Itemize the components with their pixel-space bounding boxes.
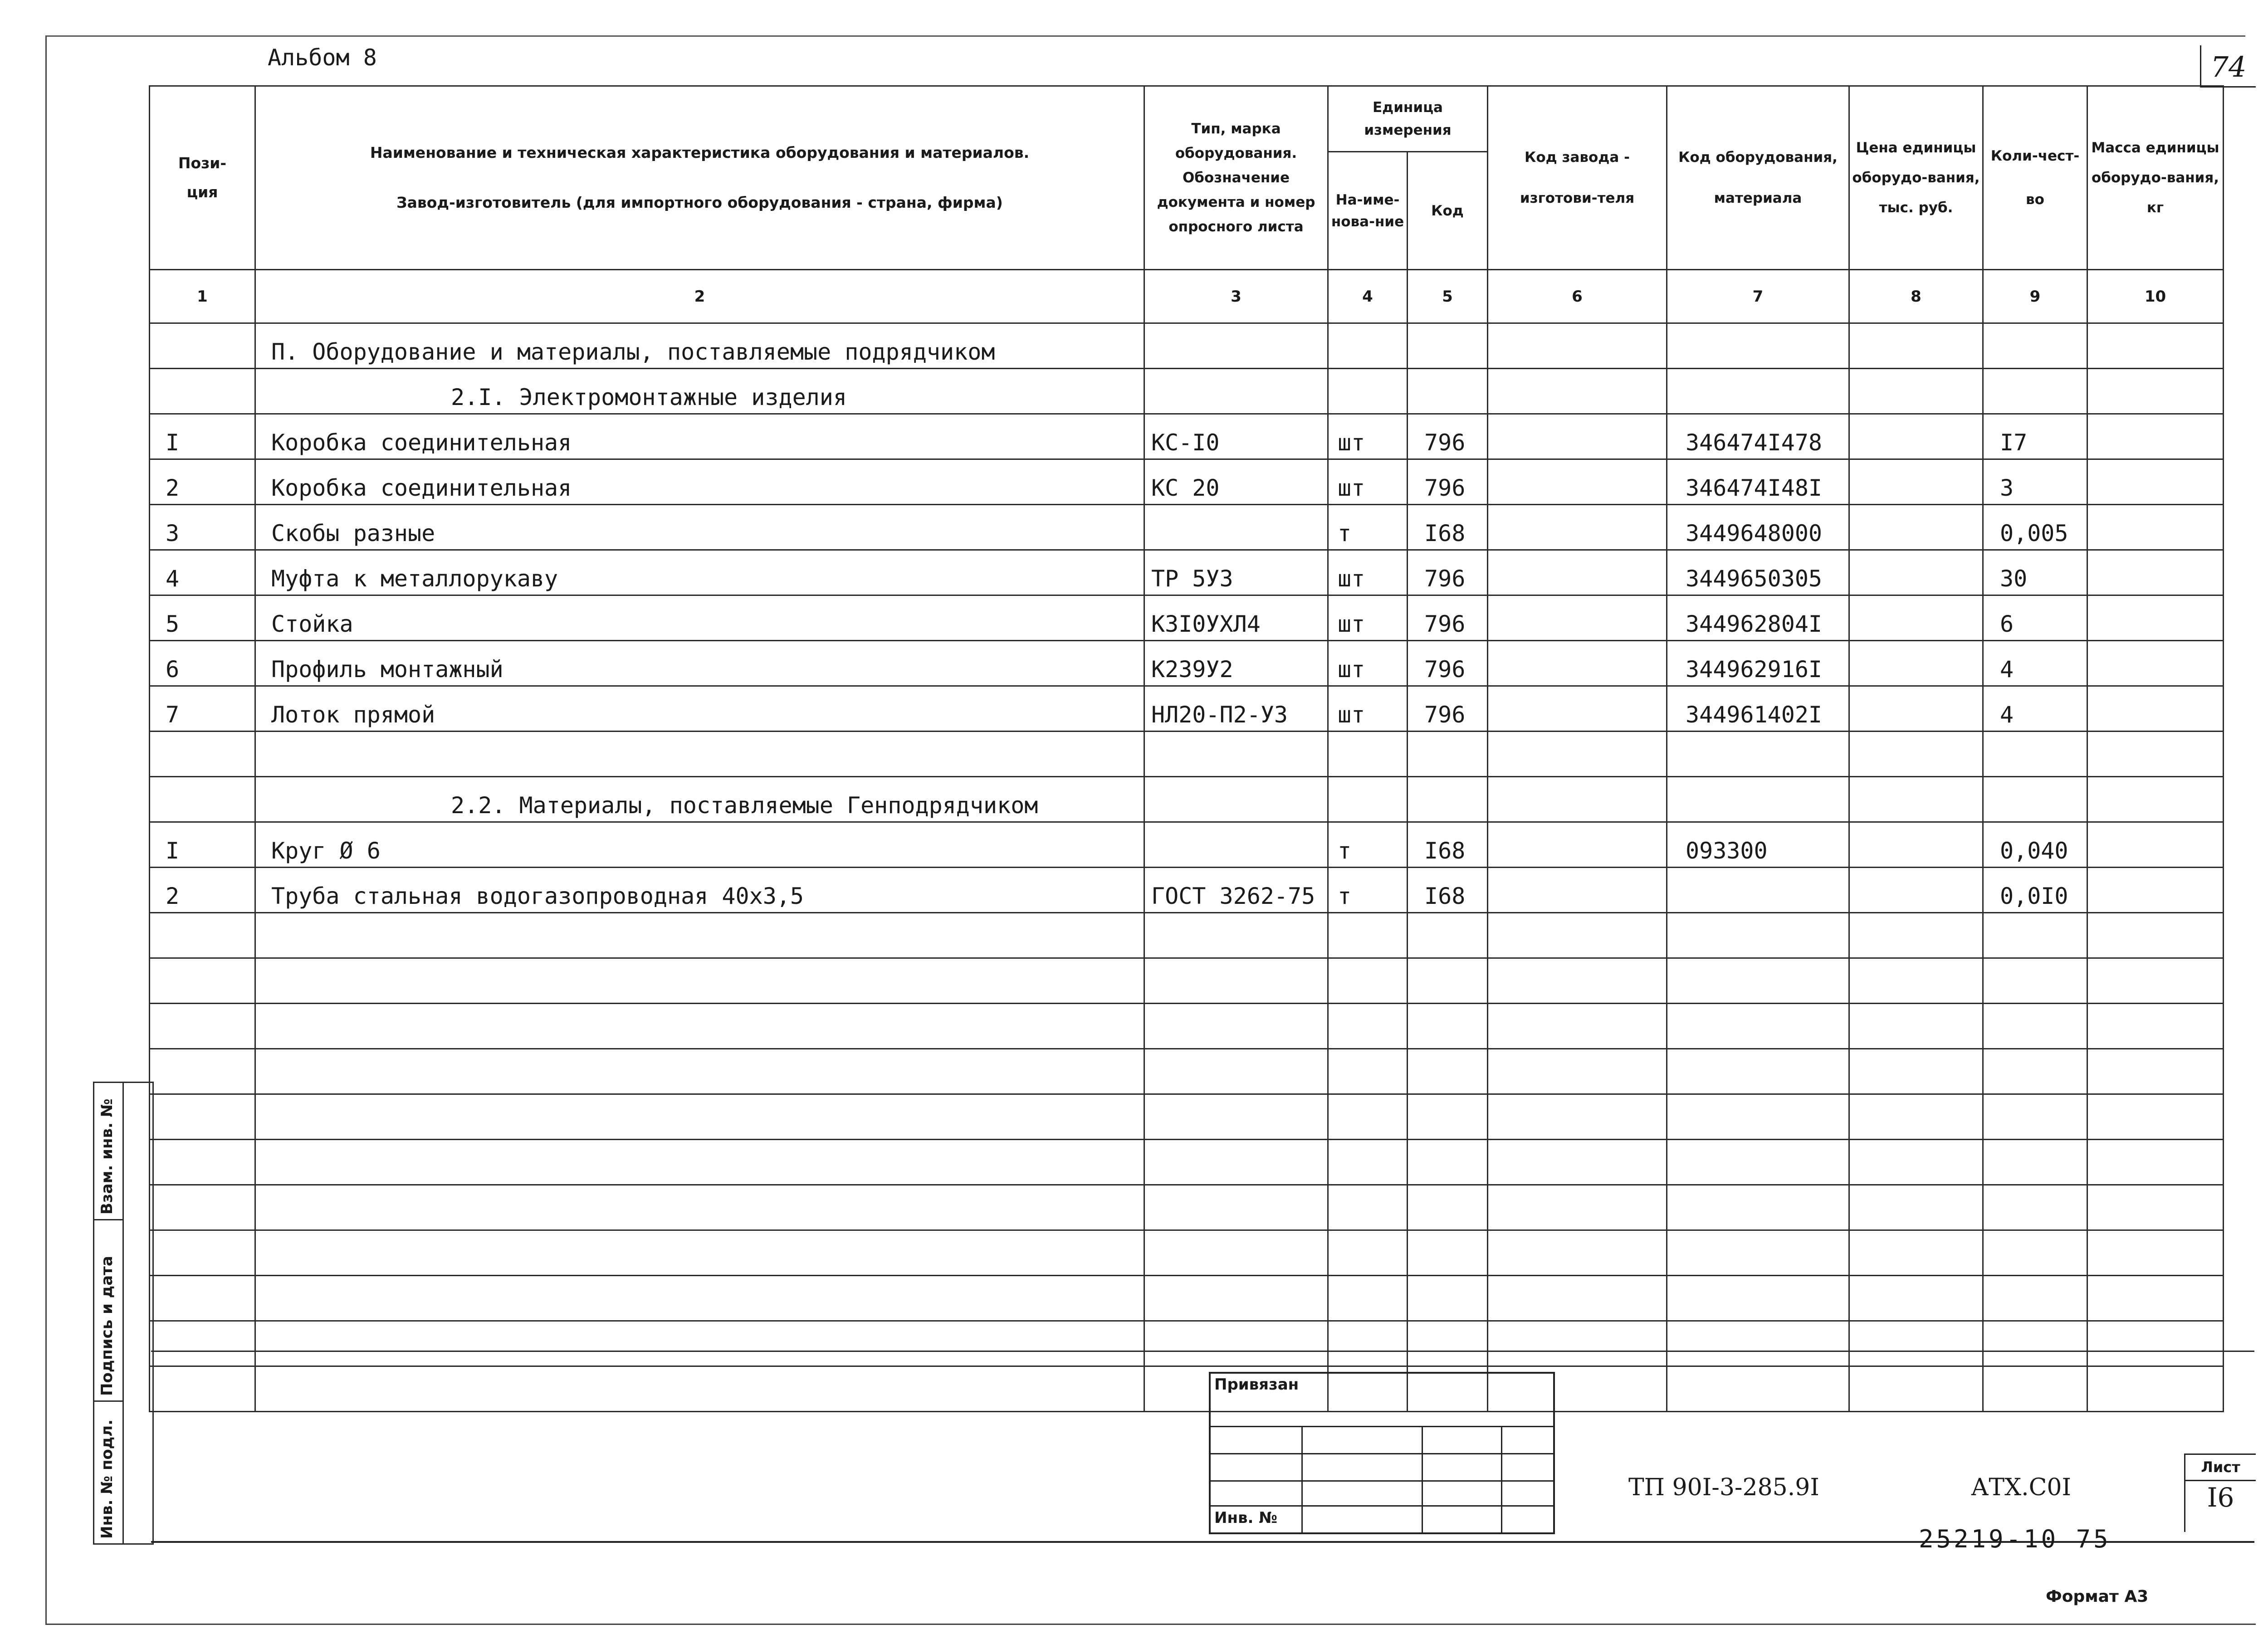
cell-position: 5 [150, 595, 255, 641]
cell-name: Стойка [255, 595, 1144, 641]
archive-number: 25219-10 75 [1919, 1525, 2111, 1553]
sheet-box [2184, 1454, 2256, 1532]
empty-row [150, 1004, 2224, 1049]
cell-equipment-code: 346474I48I [1667, 459, 1849, 505]
col-header-unit-code: Код [1408, 152, 1488, 270]
cell-price [1849, 641, 1983, 686]
col-header-quantity: Коли-чест-во [1983, 86, 2087, 270]
empty-row [150, 1140, 2224, 1185]
cell-unit-code: I68 [1408, 868, 1488, 913]
cell-unit-code: I68 [1408, 822, 1488, 868]
cell-plant-code [1488, 414, 1667, 459]
cell-unit: шт [1328, 641, 1408, 686]
cell-quantity: 4 [1983, 641, 2087, 686]
col-number: 6 [1488, 270, 1667, 323]
title-band [151, 1351, 2254, 1543]
col-header-name: Наименование и техническая характеристика оборудования и материалов. Завод-изготовитель (для импортного оборудования - страна, фирма) [255, 86, 1144, 270]
cell-name: Круг Ø 6 [255, 822, 1144, 868]
cell-position: 7 [150, 686, 255, 732]
empty-row [150, 1185, 2224, 1230]
sheet-label: Лист [2185, 1455, 2256, 1481]
cell-mass [2087, 550, 2224, 595]
col-number: 4 [1328, 270, 1408, 323]
format-label: Формат А3 [2046, 1587, 2149, 1606]
cell-unit: т [1328, 505, 1408, 550]
cell-plant-code [1488, 641, 1667, 686]
empty-row [150, 958, 2224, 1004]
box-vline [1501, 1426, 1502, 1532]
cell-unit-code: 796 [1408, 595, 1488, 641]
empty-row [150, 732, 2224, 777]
table-row [150, 505, 2224, 550]
cell-name: Труба стальная водогазопроводная 40х3,5 [255, 868, 1144, 913]
cell-position: 2 [150, 868, 255, 913]
cell-unit-code: I68 [1408, 505, 1488, 550]
cell-mass [2087, 505, 2224, 550]
cell-quantity: 0,005 [1983, 505, 2087, 550]
label-sign-date: Подпись и дата [98, 1256, 116, 1396]
box-vline [1422, 1426, 1423, 1532]
cell-equipment-code: 346474I478 [1667, 414, 1849, 459]
cell-mass [2087, 459, 2224, 505]
sheet-number: I6 [2207, 1482, 2234, 1513]
cell-equipment-code: 344962916I [1667, 641, 1849, 686]
cell-unit-code: 796 [1408, 550, 1488, 595]
table-row [150, 595, 2224, 641]
cell-plant-code [1488, 595, 1667, 641]
col-number: 2 [255, 270, 1144, 323]
section-title: П. Оборудование и материалы, поставляемые подрядчиком [255, 323, 1144, 369]
cell-quantity: I7 [1983, 414, 2087, 459]
table-row [150, 414, 2224, 459]
empty-row [150, 1049, 2224, 1094]
cell-price [1849, 550, 1983, 595]
table-row [150, 686, 2224, 732]
cell-quantity: 6 [1983, 595, 2087, 641]
empty-row [150, 1230, 2224, 1276]
col-header-unit-group: Единица измерения [1328, 86, 1488, 152]
cell-equipment-code: 3449650305 [1667, 550, 1849, 595]
label-inv-podl: Инв. № подл. [98, 1419, 116, 1539]
table-row [150, 641, 2224, 686]
cell-quantity: 30 [1983, 550, 2087, 595]
cell-name: Коробка соединительная [255, 414, 1144, 459]
col-header-mass: Масса единицы оборудо-вания, кг [2087, 86, 2224, 270]
cell-price [1849, 686, 1983, 732]
cell-plant-code [1488, 822, 1667, 868]
cell-quantity: 4 [1983, 686, 2087, 732]
cell-position: 2 [150, 459, 255, 505]
col-number: 5 [1408, 270, 1488, 323]
box-vline [1301, 1426, 1303, 1532]
col-number: 3 [1144, 270, 1328, 323]
cell-equipment-code: 344962804I [1667, 595, 1849, 641]
cell-price [1849, 505, 1983, 550]
cell-unit: шт [1328, 550, 1408, 595]
cell-type: КС 20 [1144, 459, 1328, 505]
col-header-equipment-code: Код оборудования, материала [1667, 86, 1849, 270]
cell-unit-code: 796 [1408, 686, 1488, 732]
label-inv-vzam: Взам. инв. № [98, 1098, 116, 1215]
cell-unit: шт [1328, 686, 1408, 732]
col-number: 8 [1849, 270, 1983, 323]
cell-name: Муфта к металлорукаву [255, 550, 1144, 595]
col-header-type: Тип, марка оборудования. Обозначение документа и номер опросного листа [1144, 86, 1328, 270]
cell-name: Скобы разные [255, 505, 1144, 550]
label-privyazan: Привязан [1214, 1375, 1299, 1394]
cell-mass [2087, 595, 2224, 641]
cell-type [1144, 505, 1328, 550]
cell-plant-code [1488, 686, 1667, 732]
col-number: 1 [150, 270, 255, 323]
subsection-row [150, 777, 2224, 822]
empty-row [150, 1276, 2224, 1321]
col-number: 9 [1983, 270, 2087, 323]
cell-type [1144, 822, 1328, 868]
cell-price [1849, 822, 1983, 868]
cell-mass [2087, 414, 2224, 459]
cell-unit: т [1328, 868, 1408, 913]
cell-type: НЛ20-П2-УЗ [1144, 686, 1328, 732]
cell-position: 3 [150, 505, 255, 550]
cell-plant-code [1488, 505, 1667, 550]
side-divider [122, 1083, 124, 1543]
cell-plant-code [1488, 550, 1667, 595]
col-header-position: Пози- ция [150, 86, 255, 270]
col-number: 7 [1667, 270, 1849, 323]
cell-position: I [150, 414, 255, 459]
cell-position: 6 [150, 641, 255, 686]
col-header-price: Цена единицы оборудо-вания, тыс. руб. [1849, 86, 1983, 270]
cell-quantity: 3 [1983, 459, 2087, 505]
col-header-plant-code: Код завода - изготови-теля [1488, 86, 1667, 270]
cell-unit-code: 796 [1408, 641, 1488, 686]
col-number: 10 [2087, 270, 2224, 323]
cell-position: I [150, 822, 255, 868]
cell-quantity: 0,0I0 [1983, 868, 2087, 913]
cell-type: ГОСТ 3262-75 [1144, 868, 1328, 913]
cell-plant-code [1488, 459, 1667, 505]
section-row [150, 323, 2224, 369]
privyazan-box [1209, 1372, 1555, 1534]
specification-table [149, 85, 2224, 1412]
cell-type: КЗI0УХЛ4 [1144, 595, 1328, 641]
cell-unit: шт [1328, 459, 1408, 505]
cell-unit: т [1328, 822, 1408, 868]
table-row [150, 868, 2224, 913]
cell-quantity: 0,040 [1983, 822, 2087, 868]
cell-type: К239У2 [1144, 641, 1328, 686]
cell-equipment-code: 093300 [1667, 822, 1849, 868]
cell-name: Коробка соединительная [255, 459, 1144, 505]
cell-equipment-code: 344961402I [1667, 686, 1849, 732]
cell-position: 4 [150, 550, 255, 595]
cell-mass [2087, 822, 2224, 868]
cell-price [1849, 459, 1983, 505]
cell-mass [2087, 868, 2224, 913]
cell-price [1849, 595, 1983, 641]
cell-mass [2087, 641, 2224, 686]
page-number: 74 [2200, 45, 2256, 88]
cell-equipment-code: 3449648000 [1667, 505, 1849, 550]
cell-unit: шт [1328, 595, 1408, 641]
subsection-title: 2.I. Электромонтажные изделия [255, 369, 1144, 414]
table-row [150, 459, 2224, 505]
subsection-row [150, 369, 2224, 414]
subsection-title: 2.2. Материалы, поставляемые Генподрядчиком [255, 777, 1144, 822]
cell-type: ТР 5УЗ [1144, 550, 1328, 595]
cell-name: Профиль монтажный [255, 641, 1144, 686]
cell-equipment-code [1667, 868, 1849, 913]
album-label: Альбом 8 [268, 44, 377, 71]
side-stamp [93, 1082, 154, 1545]
cell-price [1849, 414, 1983, 459]
table-row [150, 550, 2224, 595]
cell-plant-code [1488, 868, 1667, 913]
cell-unit-code: 796 [1408, 414, 1488, 459]
empty-row [150, 1094, 2224, 1140]
document-number: ТП 90I-3-285.9I [1628, 1474, 1819, 1501]
cell-unit: шт [1328, 414, 1408, 459]
col-header-unit-name: На-име-нова-ние [1328, 152, 1408, 270]
cell-price [1849, 868, 1983, 913]
label-inv-no: Инв. № [1214, 1509, 1278, 1527]
document-suffix: АТХ.С0I [1971, 1474, 2072, 1501]
table-row [150, 822, 2224, 868]
cell-unit-code: 796 [1408, 459, 1488, 505]
empty-row [150, 913, 2224, 958]
cell-type: КС-I0 [1144, 414, 1328, 459]
cell-mass [2087, 686, 2224, 732]
cell-name: Лоток прямой [255, 686, 1144, 732]
